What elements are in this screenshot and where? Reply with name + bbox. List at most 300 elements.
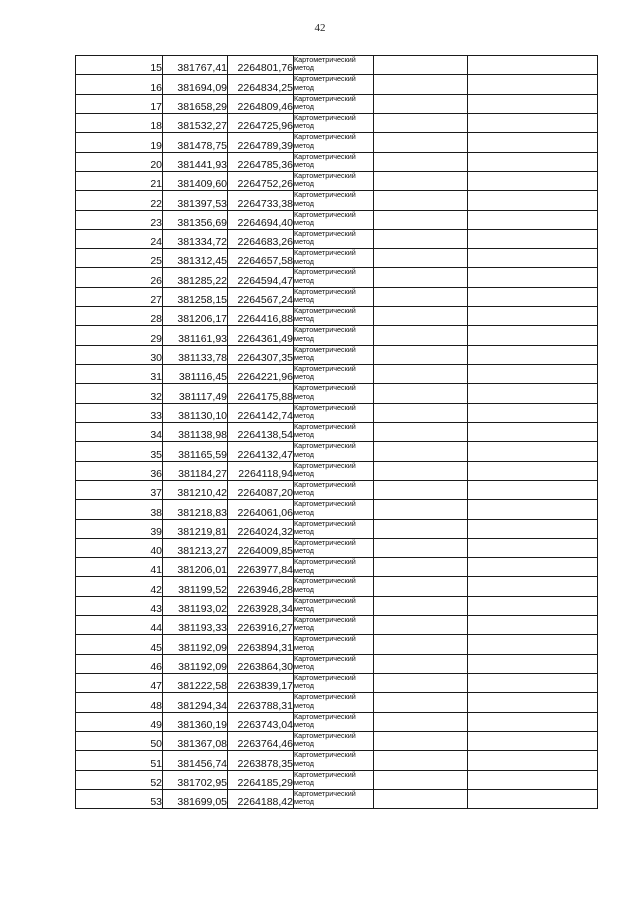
- empty-cell: [374, 113, 468, 132]
- point-number: 43: [76, 596, 163, 615]
- method-line-1: Картометрический: [294, 229, 356, 238]
- method-cell: [294, 616, 374, 635]
- coordinate-y: 2264752,26: [228, 171, 294, 190]
- method-line-2: метод: [294, 758, 314, 768]
- empty-cell: [468, 442, 598, 461]
- empty-cell: [468, 133, 598, 152]
- coordinate-y: 2263839,17: [228, 674, 294, 693]
- coordinate-y: 2263894,31: [228, 635, 294, 654]
- coordinate-x: 381130,10: [163, 403, 228, 422]
- point-number: 36: [76, 461, 163, 480]
- point-number: 24: [76, 229, 163, 248]
- point-number: 26: [76, 268, 163, 287]
- empty-cell: [468, 113, 598, 132]
- method-line-2: метод: [294, 411, 314, 421]
- method-line-1: Картометрический: [294, 557, 356, 567]
- method-cell: [294, 403, 374, 422]
- table-row: [76, 210, 598, 229]
- method-line-1: Картометрический: [294, 692, 356, 702]
- method-line-2: метод: [294, 488, 314, 498]
- empty-cell: [374, 249, 468, 268]
- method-line-1: Картометрический: [294, 654, 356, 663]
- point-number: 53: [76, 789, 163, 808]
- method-cell: [294, 751, 374, 770]
- point-number: 52: [76, 770, 163, 789]
- coordinate-x: 381397,53: [163, 191, 228, 210]
- method-cell: [294, 500, 374, 519]
- empty-cell: [468, 326, 598, 345]
- table-row: [76, 229, 598, 248]
- empty-cell: [374, 365, 468, 384]
- empty-cell: [468, 635, 598, 654]
- method-cell: [294, 133, 374, 152]
- table-row: [76, 191, 598, 210]
- coordinates-table-body: [76, 56, 598, 809]
- method-line-1: Картометрический: [294, 422, 356, 431]
- empty-cell: [374, 751, 468, 770]
- method-cell: [294, 268, 374, 287]
- table-row: [76, 480, 598, 499]
- table-row: [76, 268, 598, 287]
- point-number: 35: [76, 442, 163, 461]
- table-row: [76, 384, 598, 403]
- coordinate-x: 381219,81: [163, 519, 228, 538]
- coordinate-y: 2264118,94: [228, 461, 294, 480]
- method-line-1: Картометрический: [294, 248, 356, 258]
- method-line-1: Картометрический: [294, 634, 356, 644]
- coordinate-x: 381312,45: [163, 249, 228, 268]
- empty-cell: [468, 461, 598, 480]
- method-cell: [294, 249, 374, 268]
- point-number: 28: [76, 307, 163, 326]
- method-line-2: метод: [294, 720, 314, 730]
- method-line-1: Картометрический: [294, 113, 356, 122]
- empty-cell: [374, 133, 468, 152]
- empty-cell: [374, 345, 468, 364]
- method-cell: [294, 210, 374, 229]
- point-number: 20: [76, 152, 163, 171]
- method-cell: [294, 345, 374, 364]
- point-number: 45: [76, 635, 163, 654]
- point-number: 22: [76, 191, 163, 210]
- empty-cell: [468, 789, 598, 808]
- method-line-1: Картометрический: [294, 461, 356, 470]
- method-cell: [294, 789, 374, 808]
- empty-cell: [468, 75, 598, 94]
- point-number: 25: [76, 249, 163, 268]
- table-row: [76, 789, 598, 808]
- table-row: [76, 171, 598, 190]
- table-row: [76, 519, 598, 538]
- coordinate-y: 2264087,20: [228, 480, 294, 499]
- coordinate-x: 381334,72: [163, 229, 228, 248]
- method-line-2: метод: [294, 546, 314, 556]
- point-number: 27: [76, 287, 163, 306]
- empty-cell: [374, 654, 468, 673]
- empty-cell: [468, 770, 598, 789]
- method-cell: [294, 287, 374, 306]
- empty-cell: [374, 191, 468, 210]
- table-row: [76, 403, 598, 422]
- table-row: [76, 558, 598, 577]
- method-line-2: метод: [294, 237, 314, 247]
- method-line-2: метод: [294, 256, 314, 266]
- coordinate-y: 2264789,39: [228, 133, 294, 152]
- coordinate-x: 381199,52: [163, 577, 228, 596]
- table-row: [76, 500, 598, 519]
- point-number: 37: [76, 480, 163, 499]
- method-cell: [294, 480, 374, 499]
- method-cell: [294, 171, 374, 190]
- method-line-2: метод: [294, 623, 314, 633]
- point-number: 46: [76, 654, 163, 673]
- coordinate-y: 2264657,58: [228, 249, 294, 268]
- method-line-1: Картометрический: [294, 267, 356, 277]
- empty-cell: [374, 229, 468, 248]
- table-row: [76, 731, 598, 750]
- table-row: [76, 751, 598, 770]
- coordinate-y: 2264175,88: [228, 384, 294, 403]
- empty-cell: [374, 75, 468, 94]
- method-cell: [294, 519, 374, 538]
- empty-cell: [374, 577, 468, 596]
- empty-cell: [374, 268, 468, 287]
- table-row: [76, 249, 598, 268]
- empty-cell: [374, 422, 468, 441]
- coordinate-y: 2264809,46: [228, 94, 294, 113]
- coordinate-y: 2263764,46: [228, 731, 294, 750]
- empty-cell: [468, 210, 598, 229]
- method-line-2: метод: [294, 314, 314, 324]
- table-row: [76, 770, 598, 789]
- method-cell: [294, 229, 374, 248]
- point-number: 48: [76, 693, 163, 712]
- method-cell: [294, 326, 374, 345]
- point-number: 41: [76, 558, 163, 577]
- empty-cell: [468, 712, 598, 731]
- empty-cell: [468, 268, 598, 287]
- coordinate-x: 381478,75: [163, 133, 228, 152]
- empty-cell: [468, 403, 598, 422]
- point-number: 23: [76, 210, 163, 229]
- empty-cell: [468, 191, 598, 210]
- empty-cell: [374, 789, 468, 808]
- method-line-2: метод: [294, 642, 314, 652]
- empty-cell: [468, 56, 598, 75]
- method-cell: [294, 94, 374, 113]
- method-line-2: метод: [294, 526, 314, 536]
- coordinate-x: 381409,60: [163, 171, 228, 190]
- method-cell: [294, 596, 374, 615]
- point-number: 38: [76, 500, 163, 519]
- coordinate-y: 2264142,74: [228, 403, 294, 422]
- method-line-2: метод: [294, 662, 314, 672]
- method-cell: [294, 307, 374, 326]
- method-line-1: Картометрический: [294, 364, 356, 373]
- coordinate-y: 2264683,26: [228, 229, 294, 248]
- method-cell: [294, 191, 374, 210]
- empty-cell: [374, 674, 468, 693]
- method-line-1: Картометрический: [294, 576, 356, 586]
- method-line-1: Картометрический: [294, 712, 356, 721]
- table-row: [76, 442, 598, 461]
- table-row: [76, 307, 598, 326]
- point-number: 44: [76, 616, 163, 635]
- table-row: [76, 712, 598, 731]
- table-row: [76, 654, 598, 673]
- coordinate-x: 381210,42: [163, 480, 228, 499]
- empty-cell: [374, 94, 468, 113]
- coordinate-y: 2263743,04: [228, 712, 294, 731]
- method-line-1: Картометрический: [294, 538, 356, 547]
- coordinates-table: [75, 55, 598, 809]
- coordinate-x: 381165,59: [163, 442, 228, 461]
- method-line-2: метод: [294, 565, 314, 575]
- coordinate-x: 381213,27: [163, 538, 228, 557]
- empty-cell: [374, 770, 468, 789]
- coordinate-x: 381294,34: [163, 693, 228, 712]
- point-number: 39: [76, 519, 163, 538]
- coordinate-y: 2264834,25: [228, 75, 294, 94]
- method-line-2: метод: [294, 217, 314, 227]
- method-line-2: метод: [294, 333, 314, 343]
- empty-cell: [374, 480, 468, 499]
- coordinate-y: 2264185,29: [228, 770, 294, 789]
- method-line-1: Картометрический: [294, 596, 356, 605]
- empty-cell: [468, 596, 598, 615]
- method-cell: [294, 461, 374, 480]
- empty-cell: [468, 674, 598, 693]
- point-number: 21: [76, 171, 163, 190]
- method-line-2: метод: [294, 275, 314, 285]
- empty-cell: [374, 693, 468, 712]
- empty-cell: [468, 731, 598, 750]
- empty-cell: [374, 596, 468, 615]
- method-line-1: Картометрический: [294, 94, 356, 103]
- empty-cell: [468, 152, 598, 171]
- method-cell: [294, 442, 374, 461]
- empty-cell: [468, 384, 598, 403]
- coordinate-x: 381192,09: [163, 635, 228, 654]
- coordinate-x: 381532,27: [163, 113, 228, 132]
- empty-cell: [374, 384, 468, 403]
- point-number: 33: [76, 403, 163, 422]
- table-row: [76, 635, 598, 654]
- method-cell: [294, 75, 374, 94]
- method-cell: [294, 56, 374, 75]
- coordinate-y: 2263946,28: [228, 577, 294, 596]
- method-line-1: Картометрический: [294, 480, 356, 489]
- table-row: [76, 133, 598, 152]
- empty-cell: [468, 229, 598, 248]
- method-cell: [294, 384, 374, 403]
- method-line-2: метод: [294, 353, 314, 363]
- coordinate-x: 381367,08: [163, 731, 228, 750]
- method-cell: [294, 113, 374, 132]
- table-row: [76, 422, 598, 441]
- empty-cell: [374, 210, 468, 229]
- coordinate-x: 381116,45: [163, 365, 228, 384]
- empty-cell: [374, 171, 468, 190]
- empty-cell: [374, 152, 468, 171]
- coordinate-x: 381193,33: [163, 616, 228, 635]
- table-row: [76, 152, 598, 171]
- table-row: [76, 287, 598, 306]
- empty-cell: [468, 751, 598, 770]
- coordinate-x: 381258,15: [163, 287, 228, 306]
- coordinate-y: 2264694,40: [228, 210, 294, 229]
- coordinate-y: 2264009,85: [228, 538, 294, 557]
- coordinate-y: 2264221,96: [228, 365, 294, 384]
- point-number: 18: [76, 113, 163, 132]
- point-number: 40: [76, 538, 163, 557]
- point-number: 30: [76, 345, 163, 364]
- method-line-1: Картометрический: [294, 383, 356, 393]
- point-number: 19: [76, 133, 163, 152]
- method-cell: [294, 731, 374, 750]
- empty-cell: [374, 731, 468, 750]
- method-cell: [294, 674, 374, 693]
- empty-cell: [468, 345, 598, 364]
- method-line-2: метод: [294, 295, 314, 305]
- method-cell: [294, 558, 374, 577]
- coordinate-y: 2264785,36: [228, 152, 294, 171]
- empty-cell: [468, 558, 598, 577]
- method-line-2: метод: [294, 391, 314, 401]
- empty-cell: [468, 171, 598, 190]
- method-line-1: Картометрический: [294, 750, 356, 760]
- table-row: [76, 94, 598, 113]
- empty-cell: [468, 249, 598, 268]
- method-line-2: метод: [294, 468, 314, 478]
- method-line-2: метод: [294, 140, 314, 150]
- method-line-2: метод: [294, 198, 314, 208]
- method-line-2: метод: [294, 449, 314, 459]
- method-cell: [294, 635, 374, 654]
- method-line-2: метод: [294, 63, 314, 73]
- coordinate-x: 381192,09: [163, 654, 228, 673]
- coordinate-x: 381138,98: [163, 422, 228, 441]
- coordinate-y: 2264307,35: [228, 345, 294, 364]
- method-cell: [294, 152, 374, 171]
- method-line-2: метод: [294, 700, 314, 710]
- coordinate-x: 381356,69: [163, 210, 228, 229]
- coordinate-y: 2263878,35: [228, 751, 294, 770]
- method-line-1: Картометрический: [294, 441, 356, 451]
- table-row: [76, 365, 598, 384]
- method-line-2: метод: [294, 584, 314, 594]
- coordinate-x: 381117,49: [163, 384, 228, 403]
- method-line-1: Картометрический: [294, 731, 356, 740]
- method-line-2: метод: [294, 372, 314, 382]
- empty-cell: [468, 538, 598, 557]
- coordinate-y: 2263916,27: [228, 616, 294, 635]
- coordinate-y: 2264725,96: [228, 113, 294, 132]
- point-number: 50: [76, 731, 163, 750]
- method-line-2: метод: [294, 739, 314, 749]
- empty-cell: [468, 422, 598, 441]
- table-row: [76, 616, 598, 635]
- coordinate-y: 2264567,24: [228, 287, 294, 306]
- empty-cell: [374, 712, 468, 731]
- point-number: 31: [76, 365, 163, 384]
- point-number: 17: [76, 94, 163, 113]
- method-line-1: Картометрический: [294, 190, 356, 200]
- page-number: 42: [314, 22, 326, 34]
- table-row: [76, 596, 598, 615]
- method-line-2: метод: [294, 121, 314, 131]
- method-cell: [294, 770, 374, 789]
- empty-cell: [374, 558, 468, 577]
- empty-cell: [468, 287, 598, 306]
- method-line-1: Картометрический: [294, 325, 356, 335]
- coordinate-x: 381218,83: [163, 500, 228, 519]
- empty-cell: [374, 442, 468, 461]
- method-cell: [294, 577, 374, 596]
- method-line-1: Картометрический: [294, 403, 356, 412]
- coordinate-y: 2264061,06: [228, 500, 294, 519]
- method-line-2: метод: [294, 777, 314, 787]
- method-line-1: Картометрический: [294, 770, 356, 779]
- method-line-1: Картометрический: [294, 345, 356, 354]
- method-cell: [294, 654, 374, 673]
- coordinate-x: 381694,09: [163, 75, 228, 94]
- method-line-1: Картометрический: [294, 55, 356, 64]
- coordinate-x: 381184,27: [163, 461, 228, 480]
- empty-cell: [374, 56, 468, 75]
- point-number: 34: [76, 422, 163, 441]
- method-line-2: метод: [294, 159, 314, 169]
- empty-cell: [468, 94, 598, 113]
- method-line-2: метод: [294, 604, 314, 614]
- method-cell: [294, 365, 374, 384]
- table-row: [76, 577, 598, 596]
- coordinate-x: 381658,29: [163, 94, 228, 113]
- method-cell: [294, 422, 374, 441]
- empty-cell: [374, 500, 468, 519]
- coordinate-x: 381767,41: [163, 56, 228, 75]
- table-row: [76, 345, 598, 364]
- method-line-1: Картометрический: [294, 74, 356, 84]
- method-line-2: метод: [294, 179, 314, 189]
- method-line-2: метод: [294, 797, 314, 807]
- empty-cell: [374, 519, 468, 538]
- coordinate-y: 2264188,42: [228, 789, 294, 808]
- table-row: [76, 461, 598, 480]
- method-cell: [294, 538, 374, 557]
- table-row: [76, 75, 598, 94]
- coordinate-x: 381193,02: [163, 596, 228, 615]
- method-line-1: Картометрический: [294, 789, 356, 798]
- coordinate-x: 381206,01: [163, 558, 228, 577]
- point-number: 16: [76, 75, 163, 94]
- empty-cell: [468, 365, 598, 384]
- point-number: 15: [76, 56, 163, 75]
- empty-cell: [374, 326, 468, 345]
- table-row: [76, 538, 598, 557]
- method-line-1: Картометрический: [294, 132, 356, 142]
- coordinate-y: 2264594,47: [228, 268, 294, 287]
- method-line-2: метод: [294, 681, 314, 691]
- empty-cell: [468, 307, 598, 326]
- point-number: 47: [76, 674, 163, 693]
- coordinate-y: 2263788,31: [228, 693, 294, 712]
- method-cell: [294, 693, 374, 712]
- coordinate-x: 381699,05: [163, 789, 228, 808]
- empty-cell: [468, 616, 598, 635]
- empty-cell: [374, 307, 468, 326]
- empty-cell: [468, 693, 598, 712]
